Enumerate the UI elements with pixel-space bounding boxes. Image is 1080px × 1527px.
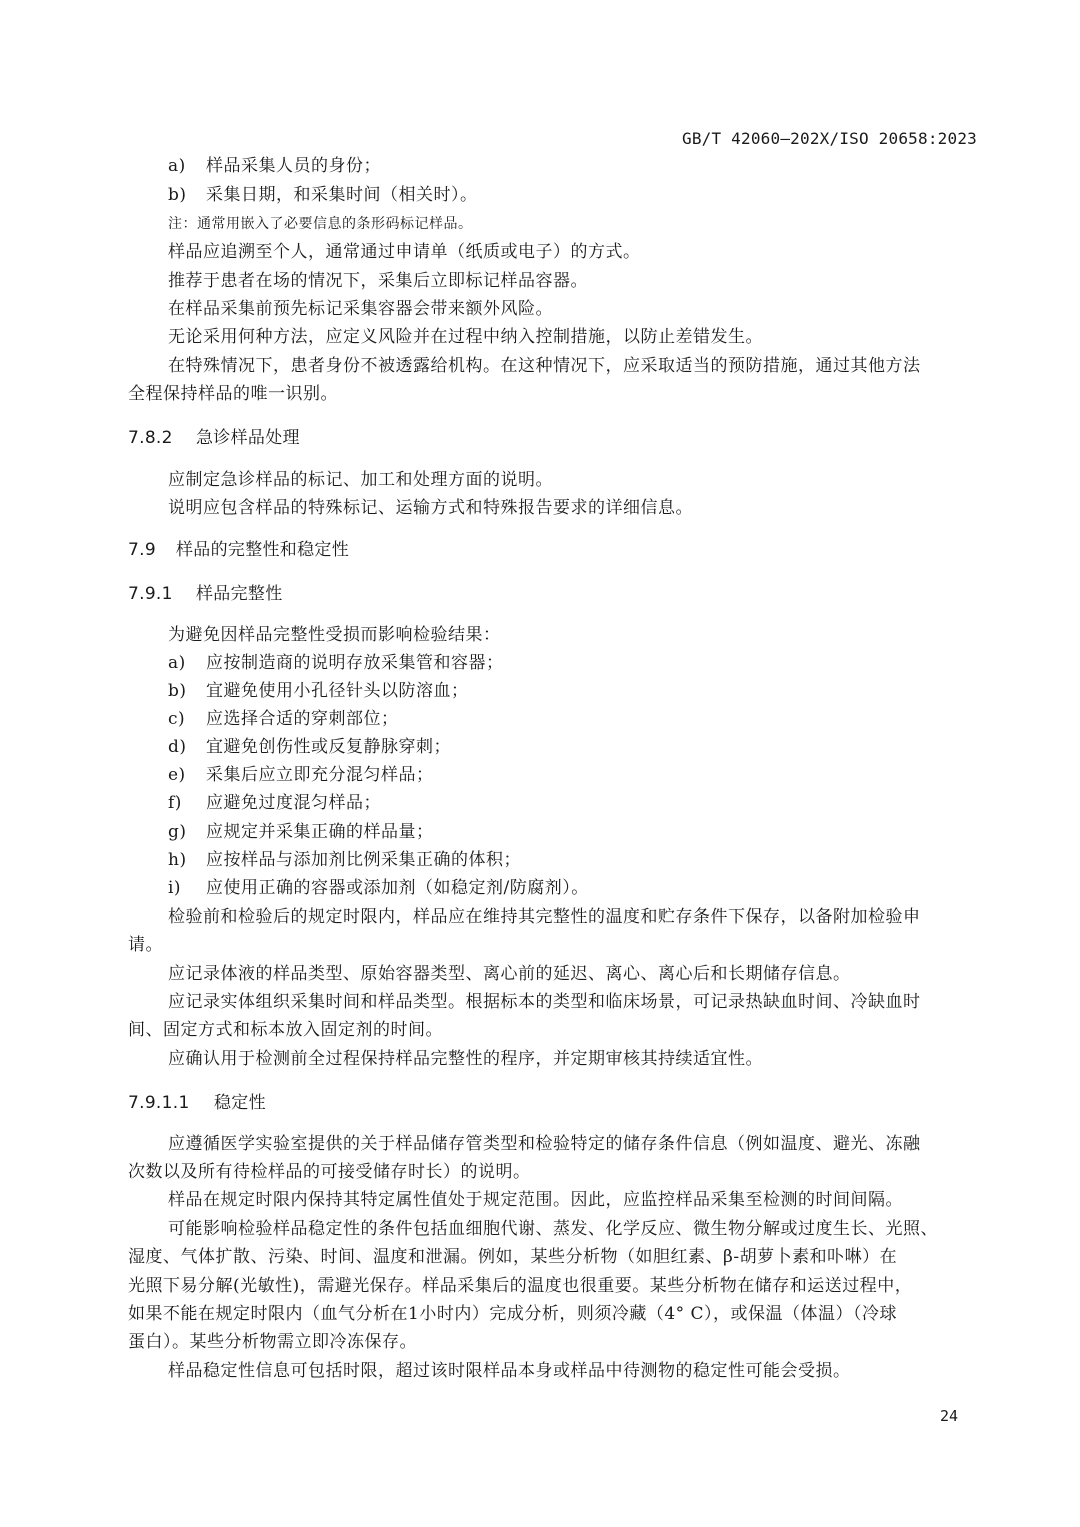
section-heading: [128, 537, 978, 563]
list-item: [128, 790, 1018, 816]
list-text: 采集后应立即充分混匀样品；: [206, 765, 434, 785]
list-text: 应避免过度混匀样品；: [206, 793, 381, 813]
list-item: [128, 875, 1018, 901]
list-item: [128, 819, 1018, 845]
list-marker: a): [168, 156, 186, 176]
paragraph: 为避免因样品完整性受损而影响检验结果：: [168, 625, 501, 645]
paragraph: 在特殊情况下，患者身份不被透露给机构。在这种情况下，应采取适当的预防措施，通过其他方法: [168, 356, 921, 376]
paragraph-continuation: 光照下易分解(光敏性)，需避光保存。样品采集后的温度也很重要。某些分析物在储存和运送过程中，: [128, 1276, 913, 1296]
section-number: 7.8.2: [128, 428, 173, 448]
section-title: 稳定性: [214, 1093, 266, 1113]
section-number: 7.9.1.1: [128, 1093, 190, 1113]
list-text: 采集日期，和采集时间（相关时）。: [206, 185, 478, 205]
paragraph: 推荐于患者在场的情况下，采集后立即标记样品容器。: [168, 271, 588, 291]
paragraph-continuation: 次数以及所有待检样品的可接受储存时长）的说明。: [128, 1162, 531, 1182]
list-marker: e): [168, 765, 186, 785]
list-marker: b): [168, 681, 187, 701]
section-title: 样品的完整性和稳定性: [176, 540, 349, 560]
list-marker: h): [168, 850, 187, 870]
paragraph: 样品应追溯至个人，通常通过申请单（纸质或电子）的方式。: [168, 242, 641, 262]
list-marker: g): [168, 822, 187, 842]
section-number: 7.9: [128, 540, 156, 560]
section-title: 样品完整性: [196, 584, 283, 604]
list-text: 应选择合适的穿刺部位；: [206, 709, 399, 729]
list-marker: b): [168, 185, 187, 205]
note: 注：通常用嵌入了必要信息的条形码标记样品。: [168, 216, 473, 232]
list-text: 应按样品与添加剂比例采集正确的体积；: [206, 850, 521, 870]
paragraph-continuation: 湿度、气体扩散、污染、时间、温度和泄漏。例如，某些分析物（如胆红素、β-胡萝卜素和卟啉）在: [128, 1247, 898, 1267]
paragraph: 可能影响检验样品稳定性的条件包括血细胞代谢、蒸发、化学反应、微生物分解或过度生长、光照、: [168, 1219, 938, 1239]
paragraph: 应记录体液的样品类型、原始容器类型、离心前的延迟、离心、离心后和长期储存信息。: [168, 964, 851, 984]
list-item: [128, 153, 1018, 179]
paragraph: 应制定急诊样品的标记、加工和处理方面的说明。: [168, 470, 553, 490]
list-marker: c): [168, 709, 186, 729]
list-item: [128, 762, 1018, 788]
list-marker: i): [168, 878, 182, 898]
paragraph: 在样品采集前预先标记采集容器会带来额外风险。: [168, 299, 553, 319]
list-text: 应规定并采集正确的样品量；: [206, 822, 434, 842]
list-item: [128, 706, 1018, 732]
list-text: 样品采集人员的身份；: [206, 156, 381, 176]
section-heading: [128, 425, 978, 451]
page-number: 24: [939, 1407, 958, 1425]
paragraph: 说明应包含样品的特殊标记、运输方式和特殊报告要求的详细信息。: [168, 498, 693, 518]
list-item: [128, 650, 1018, 676]
list-item: [128, 678, 1018, 704]
paragraph: 应确认用于检测前全过程保持样品完整性的程序，并定期审核其持续适宜性。: [168, 1049, 763, 1069]
section-heading: [128, 581, 978, 607]
page-header: GB/T 42060—202X/ISO 20658:2023: [682, 129, 977, 148]
list-marker: a): [168, 653, 186, 673]
list-item: [128, 182, 1018, 208]
paragraph-continuation: 蛋白）。某些分析物需立即冷冻保存。: [128, 1332, 417, 1352]
section-number: 7.9.1: [128, 584, 173, 604]
paragraph-continuation: 请。: [128, 935, 163, 955]
paragraph-continuation: 间、固定方式和标本放入固定剂的时间。: [128, 1020, 443, 1040]
paragraph: 应记录实体组织采集时间和样品类型。根据标本的类型和临床场景，可记录热缺血时间、冷缺血时: [168, 992, 921, 1012]
list-item: [128, 734, 1018, 760]
list-text: 应使用正确的容器或添加剂（如稳定剂/防腐剂）。: [206, 878, 589, 898]
list-marker: f): [168, 793, 182, 813]
paragraph: 应遵循医学实验室提供的关于样品储存管类型和检验特定的储存条件信息（例如温度、避光、冻融: [168, 1134, 921, 1154]
paragraph-continuation: 如果不能在规定时限内（血气分析在1小时内）完成分析，则须冷藏（4° C），或保温（体温）（冷球: [128, 1304, 898, 1324]
list-item: [128, 847, 1018, 873]
section-heading: [128, 1090, 978, 1116]
list-text: 宜避免使用小孔径针头以防溶血；: [206, 681, 469, 701]
paragraph: 样品在规定时限内保持其特定属性值处于规定范围。因此，应监控样品采集至检测的时间间隔。: [168, 1190, 903, 1210]
paragraph: 样品稳定性信息可包括时限，超过该时限样品本身或样品中待测物的稳定性可能会受损。: [168, 1361, 851, 1381]
list-text: 应按制造商的说明存放采集管和容器；: [206, 653, 504, 673]
list-marker: d): [168, 737, 187, 757]
paragraph: 检验前和检验后的规定时限内，样品应在维持其完整性的温度和贮存条件下保存，以备附加检验申: [168, 907, 921, 927]
section-title: 急诊样品处理: [196, 428, 300, 448]
list-text: 宜避免创伤性或反复静脉穿刺；: [206, 737, 451, 757]
paragraph: 无论采用何种方法，应定义风险并在过程中纳入控制措施，以防止差错发生。: [168, 327, 763, 347]
paragraph-continuation: 全程保持样品的唯一识别。: [128, 384, 338, 404]
